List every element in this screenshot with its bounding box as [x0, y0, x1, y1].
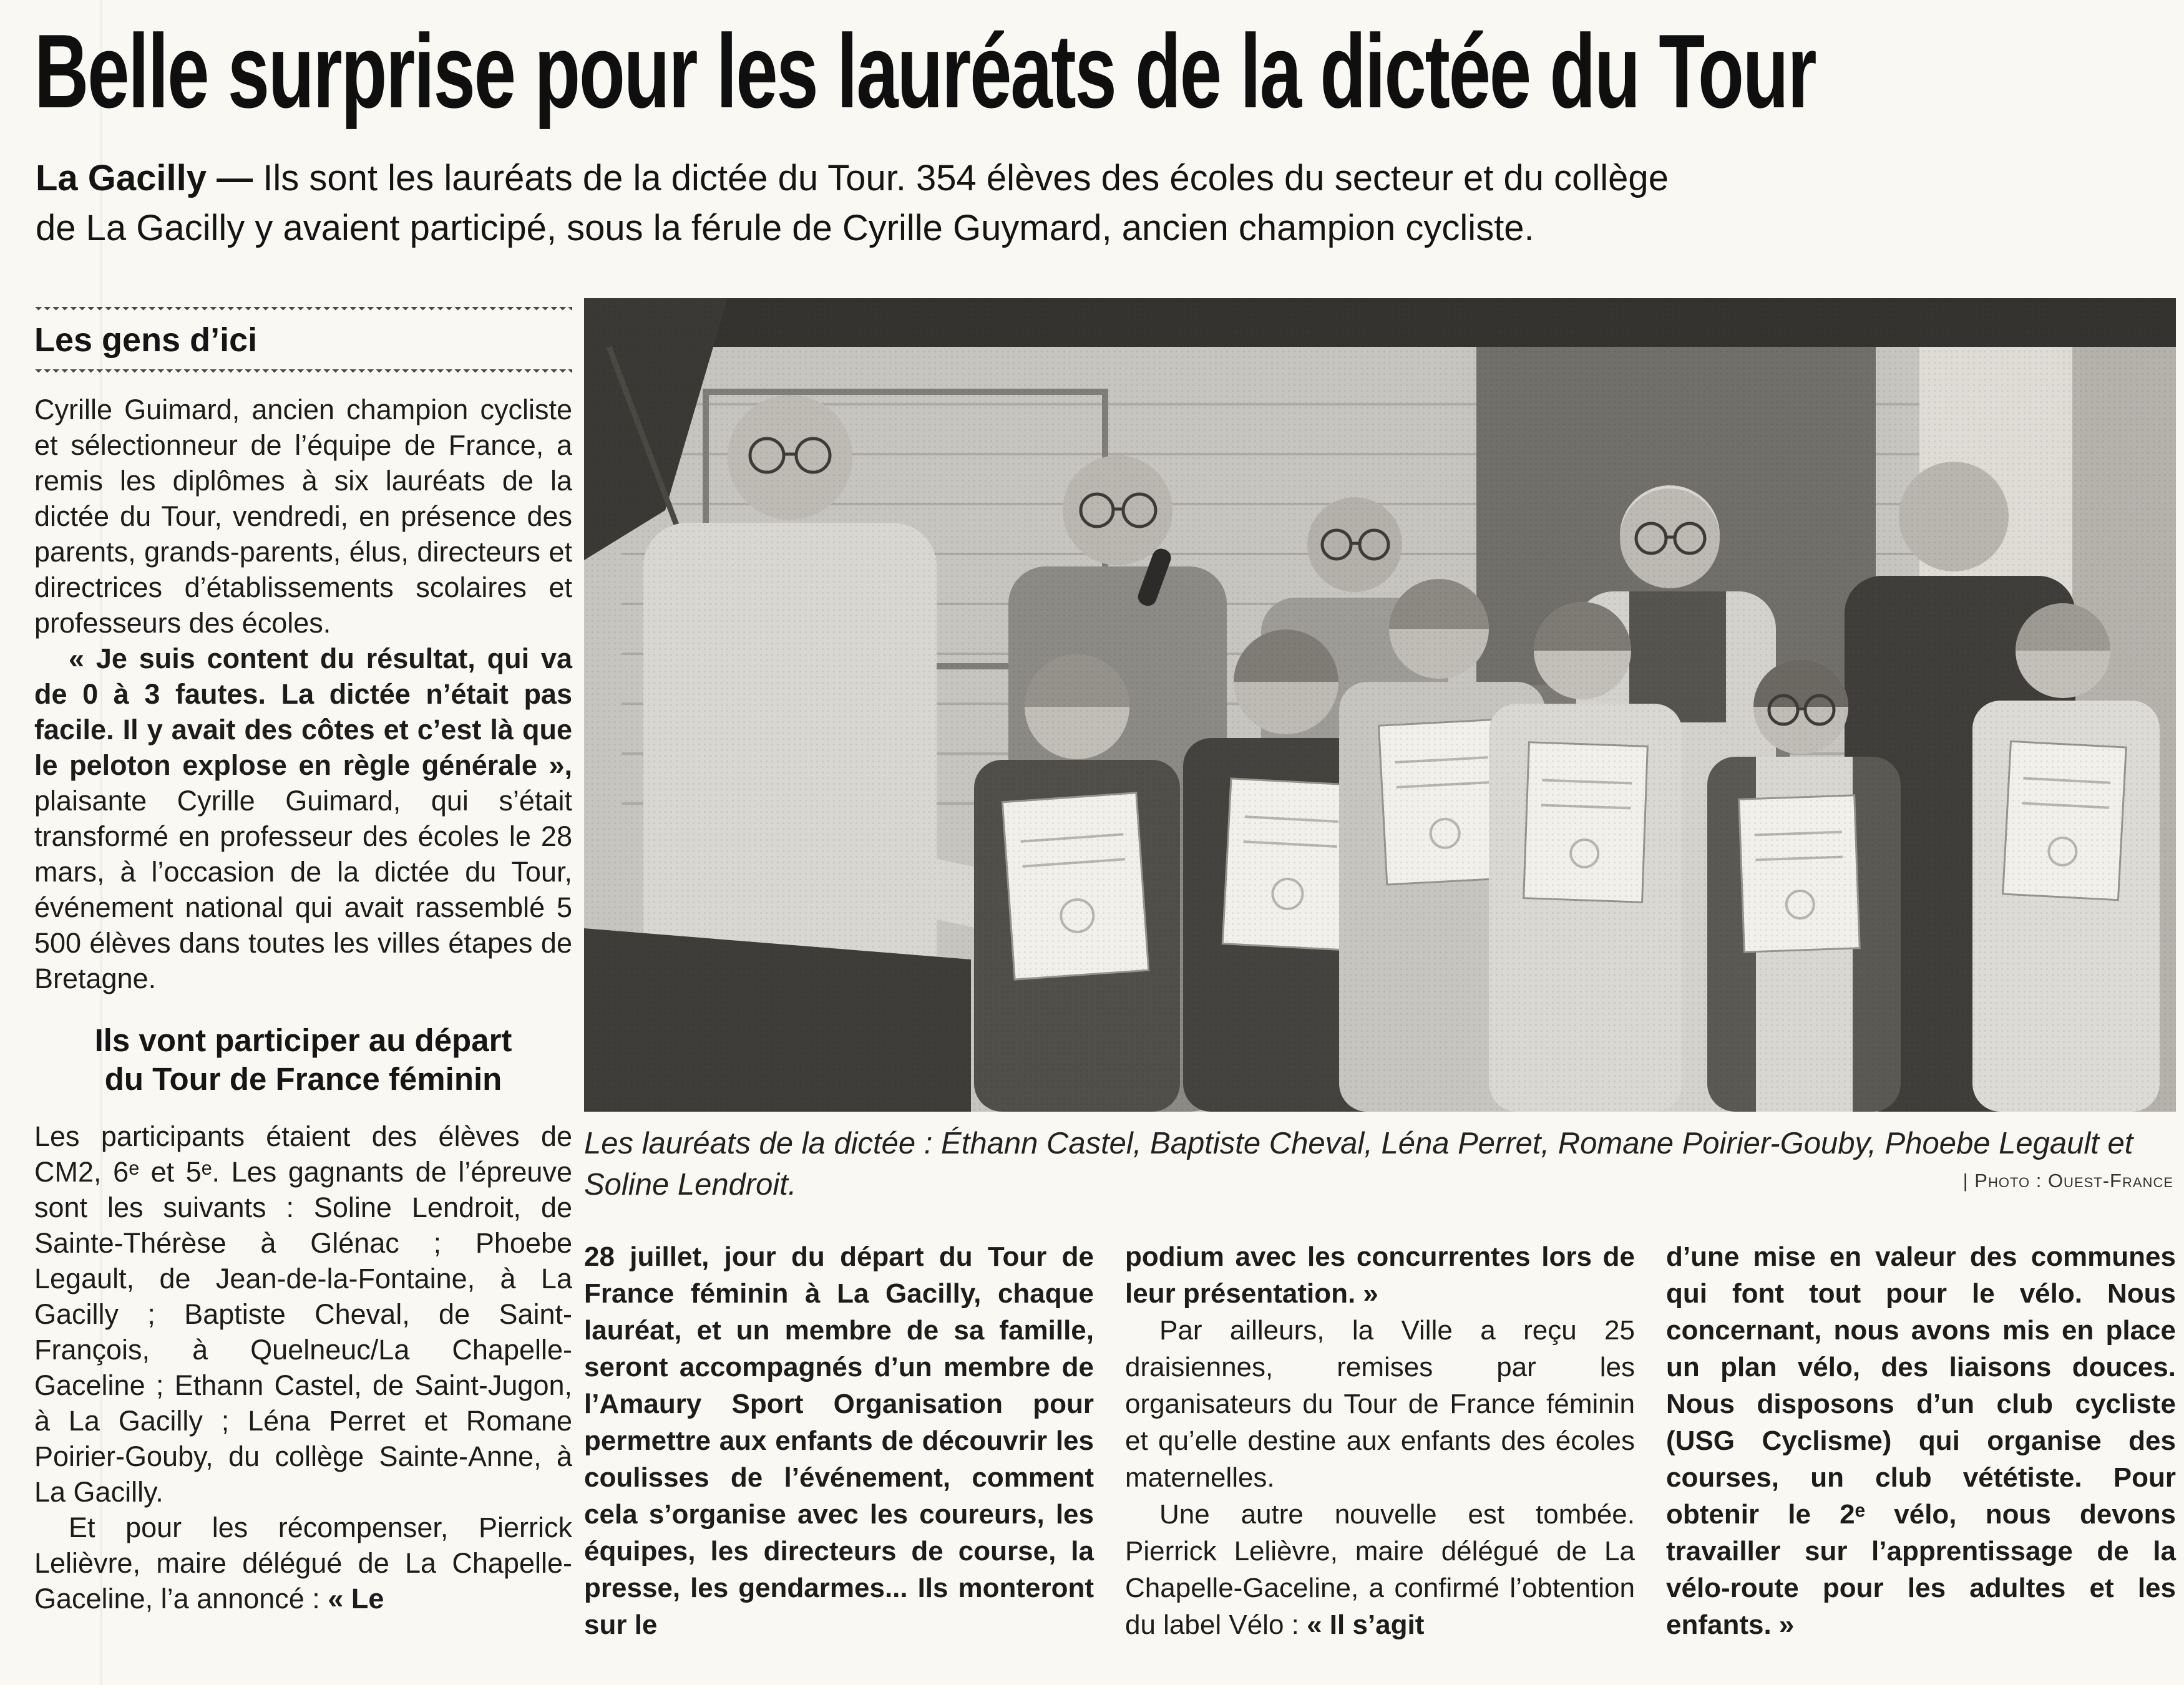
- lead-location: La Gacilly —: [36, 158, 263, 198]
- column-1-paragraph: 28 juillet, jour du départ du Tour de France féminin à La Gacilly, chaque lauréat, et un membre de sa famille, seront accompagnés d’un membre de l’Amaury Sport Organisation pour permettre aux enfants de découvrir les coulisses de l’événement, comment cela s’organise avec les coureurs, les équipes, les directeurs de course, la presse, les gendarmes... Ils monteront sur le: [584, 1241, 1094, 1640]
- wavy-rule-bottom: [34, 369, 572, 374]
- column-3-paragraph: d’une mise en valeur des communes qui font tout pour le vélo. Nous concernant, nous avons mis en place un plan vélo, des liaisons douces. Nous disposons d’un club cycliste (USG Cyclisme) qui organise des courses, un club vététiste. Pour obtenir le 2ᵉ vélo, nous devons travailler sur l’apprentissage de la vélo-route pour les adultes et les enfants. »: [1666, 1241, 2176, 1640]
- quote-rest-text: plaisante Cyrille Guimard, qui s’était transformé en professeur des écoles le 28 mars, à l’occasion de la dictée du Tour, événement national qui avait rassemblé 5 500 élèves dans toutes les villes étapes de Bretagne.: [34, 785, 572, 994]
- lead-line-1-text: Ils sont les lauréats de la dictée du Tour. 354 élèves des écoles du secteur et du collège: [263, 158, 1669, 198]
- left-paragraph-quote: [34, 641, 572, 996]
- photo-caption-text: Les lauréats de la dictée : Éthann Castel, Baptiste Cheval, Léna Perret, Romane Poirier-Gouby, Phoebe Legault et Soline Lendroit.: [584, 1127, 2133, 1202]
- column-2-paragraph-3-bold: « Il s’agit: [1307, 1610, 1425, 1640]
- bottom-column-3: [1666, 1238, 2176, 1643]
- wavy-rule-top: [34, 307, 572, 312]
- quote-bold-text: « Je suis content du résultat, qui va de 0 à 3 fautes. La dictée n’était pas facile. Il y avait des côtes et c’est là que le peloton explose en règle générale »,: [34, 643, 572, 781]
- photo-credit: | Photo : Ouest-France: [1962, 1170, 2173, 1192]
- bottom-columns: [584, 1238, 2176, 1643]
- left-paragraph-3-bold: « Le: [328, 1583, 384, 1615]
- sub-heading: [34, 1021, 572, 1099]
- bottom-column-1: [584, 1238, 1094, 1643]
- left-paragraph-2: Les participants étaient des élèves de CM2, 6ᵉ et 5ᵉ. Les gagnants de l’épreuve sont les suivants : Soline Lendroit, de Sainte-Thérèse à Glénac ; Phoebe Legault, de Jean-de-la-Fontaine, à La Gacilly ; Baptiste Cheval, de Saint-François, à Quelneuc/La Chapelle-Gaceline ; Ethann Castel, de Saint-Jugon, à La Gacilly ; Léna Perret et Romane Poirier-Gouby, du collège Sainte-Anne, à La Gacilly.: [34, 1120, 572, 1508]
- left-column: [34, 307, 572, 1616]
- left-paragraph-3: [34, 1510, 572, 1616]
- halftone-overlay: [584, 298, 2176, 1112]
- left-paragraph-1: Cyrille Guimard, ancien champion cycliste et sélectionneur de l’équipe de France, a remis les diplômes à six lauréats de la dictée du Tour, vendredi, en présence des parents, grands-parents, élus, directeurs et directrices d’établissements scolaires et professeurs des écoles.: [34, 394, 572, 639]
- column-2-quote-end: podium avec les concurrentes lors de leur présentation. »: [1125, 1241, 1635, 1309]
- section-heading: Les gens d’ici: [34, 321, 258, 359]
- headline-text: Belle surprise pour les lauréats de la dictée du Tour: [34, 12, 1816, 130]
- left-paragraph-3-text: Et pour les récompenser, Pierrick Lelièvre, maire délégué de La Chapelle-Gaceline, l’a annoncé :: [34, 1512, 572, 1615]
- sub-heading-line-1: Ils vont participer au départ: [94, 1022, 512, 1058]
- headline: [34, 12, 2184, 130]
- article-photo: [584, 298, 2176, 1112]
- bottom-column-2: [1125, 1238, 1635, 1643]
- lead-line-1: [36, 153, 2157, 203]
- photo-caption: [584, 1123, 2176, 1205]
- lead-line-2: de La Gacilly y avaient participé, sous la férule de Cyrille Guymard, ancien champion cycliste.: [36, 208, 1534, 248]
- column-2-paragraph-2: Par ailleurs, la Ville a reçu 25 draisiennes, remises par les organisateurs du Tour de France féminin et qu’elle destine aux enfants des écoles maternelles.: [1125, 1315, 1635, 1493]
- column-2-paragraph-3: [1125, 1496, 1635, 1643]
- column-2-paragraph-3-text: Une autre nouvelle est tombée. Pierrick Lelièvre, maire délégué de La Chapelle-Gaceline, a confirmé l’obtention du label Vélo :: [1125, 1499, 1635, 1640]
- lead-paragraph: [36, 153, 2157, 253]
- sub-heading-line-2: du Tour de France féminin: [104, 1061, 502, 1097]
- photo-illustration: [584, 298, 2176, 1112]
